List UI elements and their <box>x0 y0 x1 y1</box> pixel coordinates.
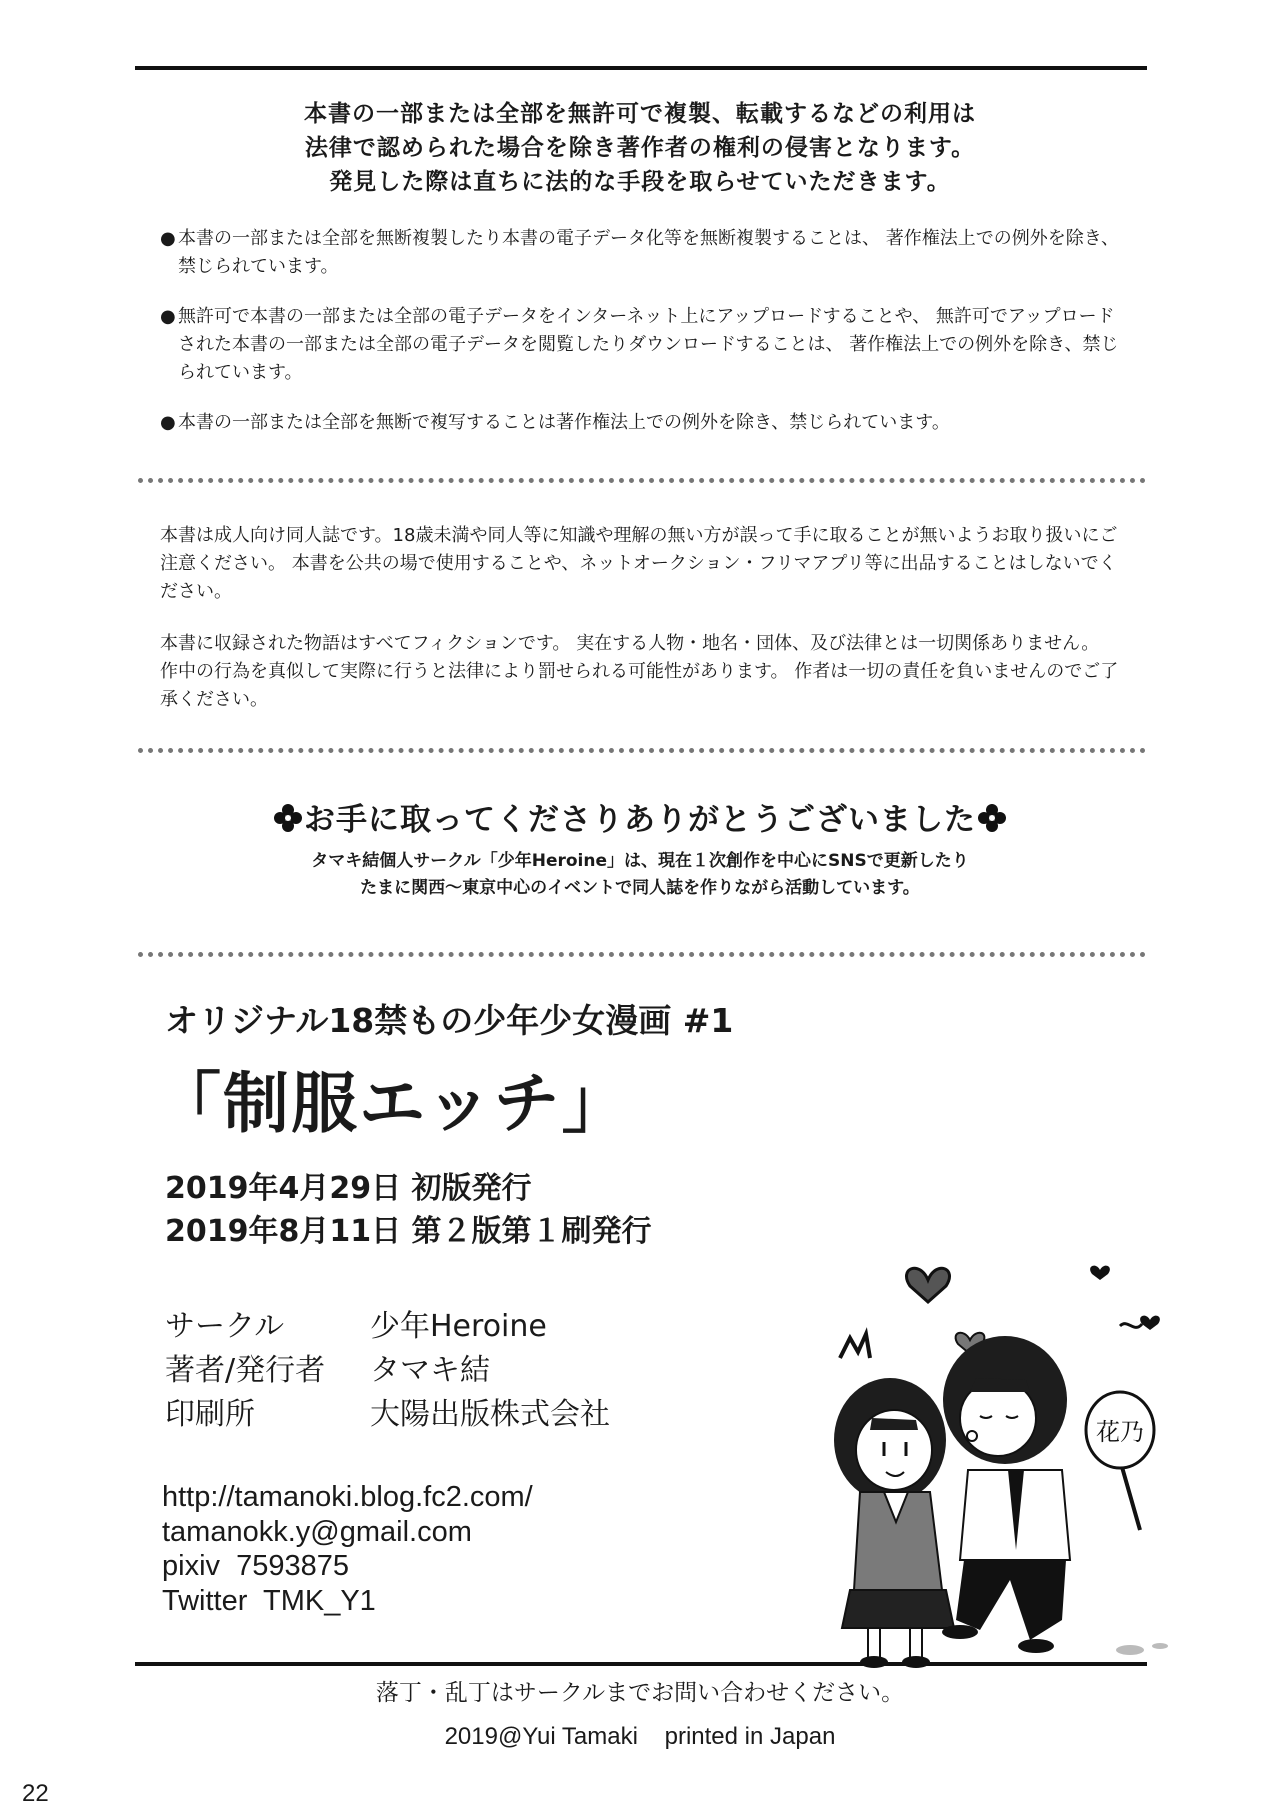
credit-label: サークル <box>165 1309 285 1344</box>
rule-text: 本書の一部または全部を無断複製したり本書の電子データ化等を無断複製することは、 著作権法上での例外を除き、禁じられています。 <box>178 228 1119 277</box>
credit-label: 著者/発行者 <box>165 1353 326 1388</box>
page-number: 22 <box>22 1780 49 1807</box>
fiction-notice: 本書に収録された物語はすべてフィクションです。 実在する人物・地名・団体、及び法律とは一切関係ありません。 作中の行為を真似して実際に行うと法律により罰せられる可能性があります。 作者は一切の責任を負いませんのでご了承ください。 <box>160 633 1119 710</box>
credits-table <box>165 1305 610 1437</box>
second-edition-date: 2019年8月11日 第２版第１刷発行 <box>165 1214 652 1249</box>
heart-icon <box>906 1268 949 1302</box>
warning-line-2: 法律で認められた場合を除き著作者の権利の侵害となります。 <box>304 135 976 161</box>
fan-handle <box>1120 1460 1140 1530</box>
credit-value: 大陽出版株式会社 <box>370 1397 610 1432</box>
dotted-divider-2 <box>138 748 1146 753</box>
rule-item <box>160 225 1120 281</box>
adult-notice: 本書は成人向け同人誌です。18歳未満や同人等に知識や理解の無い方が誤って手に取ることが無いようお取り扱いにご注意ください。 本書を公共の場で使用することや、ネットオークション・フリマアプリ等に出品することはしないでください。 <box>160 525 1118 602</box>
credit-row-circle <box>165 1305 610 1349</box>
warning-line-3: 発見した際は直ちに法的な手段を取らせていただきます。 <box>329 169 951 195</box>
flower-icon <box>976 802 1008 834</box>
credit-row-printer <box>165 1393 610 1437</box>
email-address: tamanokk.y@gmail.com <box>162 1515 472 1548</box>
credit-label: 印刷所 <box>165 1397 255 1432</box>
top-rule <box>135 66 1147 70</box>
book-title: 「制服エッチ」 <box>155 1065 630 1142</box>
girl-skirt <box>842 1590 954 1628</box>
thanks-block <box>0 800 1280 902</box>
copyright-line: 2019@Yui Tamaki printed in Japan <box>444 1723 836 1750</box>
twitter-handle: Twitter TMK_Y1 <box>162 1584 376 1617</box>
credit-value: 少年Heroine <box>370 1309 547 1344</box>
contact-list <box>162 1480 533 1618</box>
bullet-icon: ● <box>160 228 176 249</box>
credit-value: タマキ結 <box>370 1353 490 1388</box>
rule-item <box>160 303 1120 387</box>
thanks-sub-line-2: たまに関西～東京中心のイベントで同人誌を作りながら活動しています。 <box>360 878 920 898</box>
warning-line-1: 本書の一部または全部を無許可で複製、転載するなどの利用は <box>304 101 976 127</box>
publication-dates <box>165 1167 652 1253</box>
heart-icon <box>1090 1266 1110 1280</box>
fan-label: 花乃 <box>1096 1418 1144 1446</box>
bullet-icon: ● <box>160 306 176 327</box>
footer-note: 落丁・乱丁はサークルまでお問い合わせください。 <box>375 1680 905 1706</box>
rules-list <box>160 225 1120 459</box>
thanks-heading <box>0 800 1280 840</box>
tilde-mark <box>1120 1324 1142 1328</box>
crown-mark <box>840 1334 870 1358</box>
credit-row-author <box>165 1349 610 1393</box>
thanks-title: お手に取ってくださりありがとうございました <box>304 802 976 838</box>
first-edition-date: 2019年4月29日 初版発行 <box>165 1171 532 1206</box>
pixiv-id: pixiv 7593875 <box>162 1550 350 1582</box>
dotted-divider-3 <box>138 952 1146 957</box>
dotted-divider-1 <box>138 478 1146 483</box>
series-title: オリジナル18禁もの少年少女漫画 #1 <box>165 1001 734 1040</box>
bottom-rule <box>135 1662 1147 1666</box>
couple-illustration <box>830 1260 1230 1670</box>
heart-icon <box>1140 1316 1160 1330</box>
flower-icon <box>272 802 304 834</box>
rule-text: 無許可で本書の一部または全部の電子データをインターネット上にアップロードすることや、 無許可でアップロードされた本書の一部または全部の電子データを閲覧したりダウンロードすることは、 著作権法上での例外を除き、禁じられています。 <box>178 306 1119 383</box>
bullet-icon: ● <box>160 412 176 433</box>
rule-item <box>160 409 1120 437</box>
rule-text: 本書の一部または全部を無断で複写することは著作権法上での例外を除き、禁じられています。 <box>178 412 950 433</box>
copyright-warning <box>0 97 1280 199</box>
thanks-sub-line-1: タマキ結個人サークル「少年Heroine」は、現在１次創作を中心にSNSで更新したり <box>311 851 969 871</box>
blog-url: http://tamanoki.blog.fc2.com/ <box>162 1481 533 1513</box>
